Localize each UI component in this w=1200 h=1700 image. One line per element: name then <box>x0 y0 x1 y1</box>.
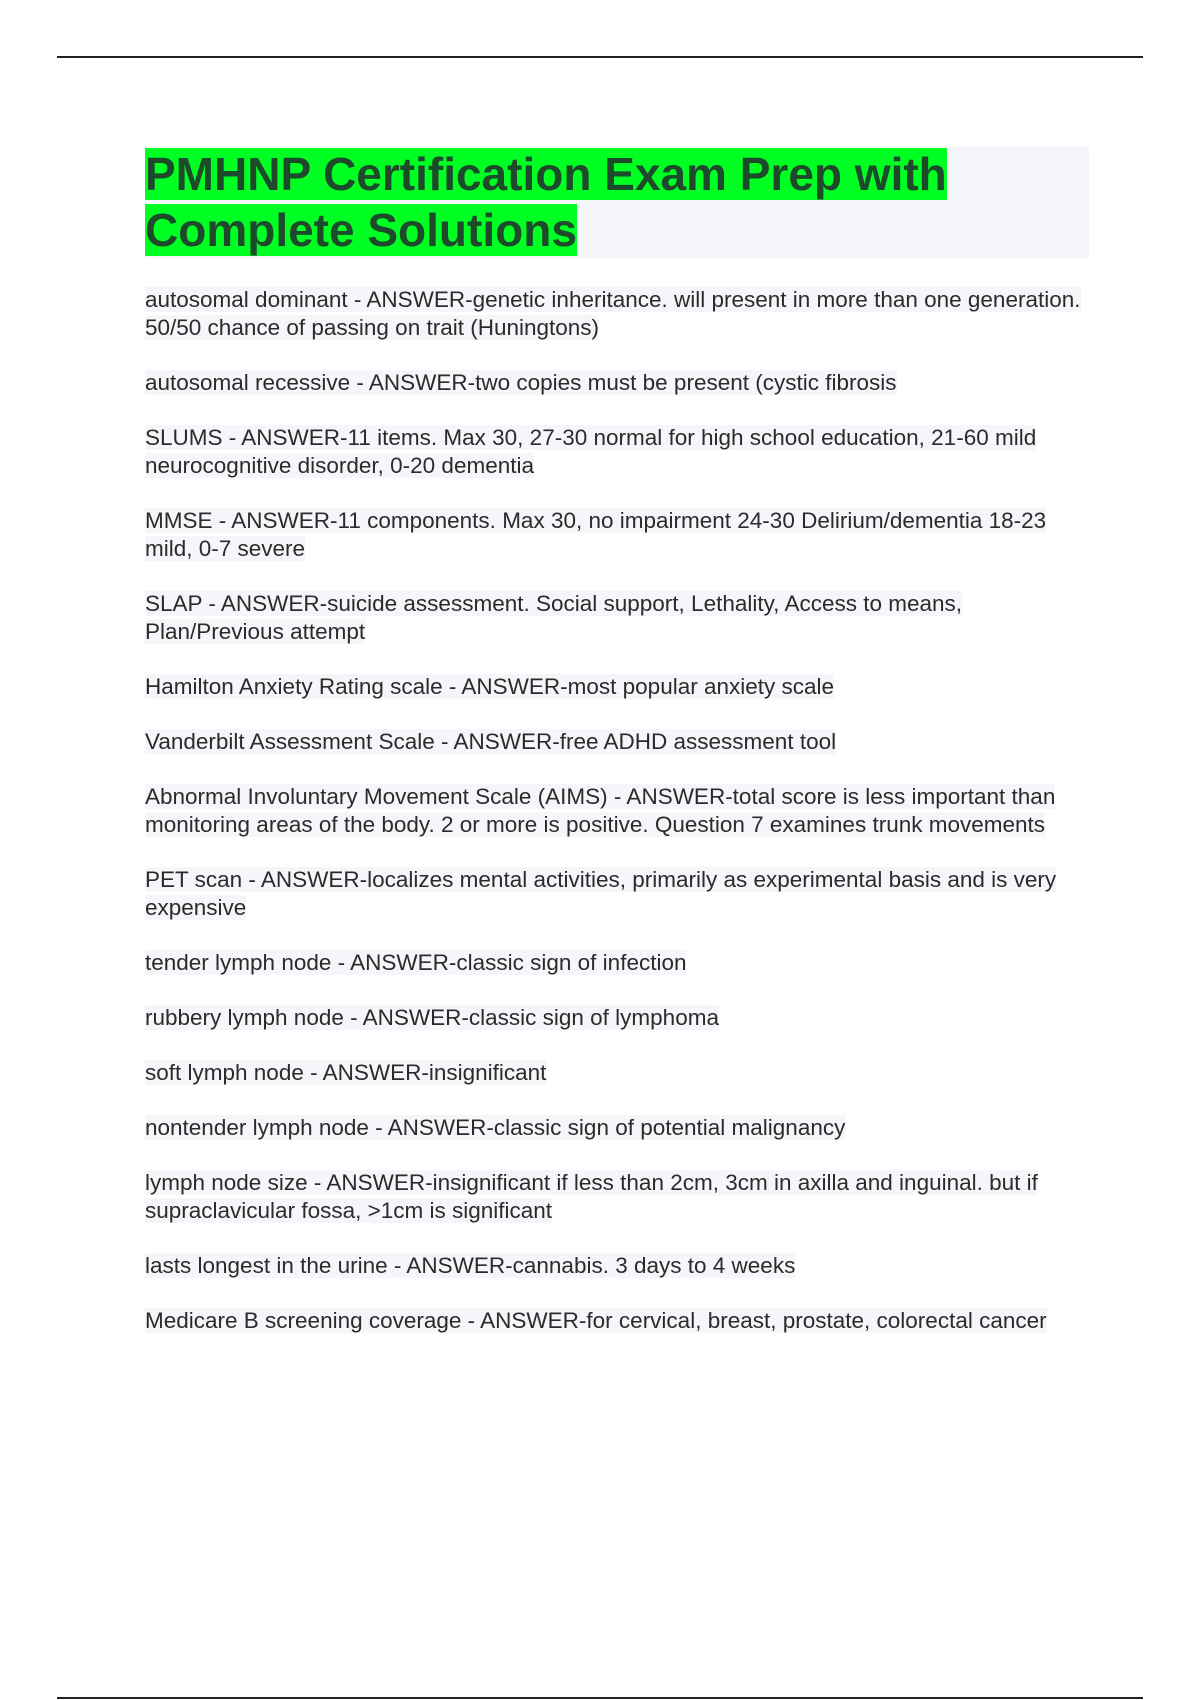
qa-text: SLAP - ANSWER-suicide assessment. Social support, Lethality, Access to means, Plan/Previous attempt <box>145 591 963 644</box>
qa-item <box>145 1004 1089 1032</box>
qa-text: PET scan - ANSWER-localizes mental activities, primarily as experimental basis and is very expensive <box>145 867 1057 920</box>
qa-item <box>145 507 1089 563</box>
title-line-2: Complete Solutions <box>145 204 577 256</box>
qa-item <box>145 1307 1089 1335</box>
qa-text: SLUMS - ANSWER-11 items. Max 30, 27-30 normal for high school education, 21-60 mild neurocognitive disorder, 0-20 dementia <box>145 425 1037 478</box>
document-body <box>145 146 1089 1362</box>
qa-text: Vanderbilt Assessment Scale - ANSWER-free ADHD assessment tool <box>145 729 837 754</box>
qa-text: autosomal recessive - ANSWER-two copies must be present (cystic fibrosis <box>145 370 897 395</box>
qa-text: rubbery lymph node - ANSWER-classic sign of lymphoma <box>145 1005 719 1030</box>
bottom-divider <box>57 1697 1143 1699</box>
qa-text: soft lymph node - ANSWER-insignificant <box>145 1060 547 1085</box>
qa-item <box>145 783 1089 839</box>
page-title <box>145 146 1089 258</box>
qa-text: Abnormal Involuntary Movement Scale (AIMS) - ANSWER-total score is less important than monitoring areas of the body. 2 or more is positive. Question 7 examines trunk movements <box>145 784 1056 837</box>
qa-item <box>145 949 1089 977</box>
qa-item <box>145 673 1089 701</box>
qa-text: nontender lymph node - ANSWER-classic sign of potential malignancy <box>145 1115 846 1140</box>
qa-item <box>145 866 1089 922</box>
qa-text: autosomal dominant - ANSWER-genetic inheritance. will present in more than one generation. 50/50 chance of passing on trait (Huningtons) <box>145 287 1081 340</box>
qa-text: tender lymph node - ANSWER-classic sign of infection <box>145 950 687 975</box>
title-line-1: PMHNP Certification Exam Prep with <box>145 148 947 200</box>
title-block <box>145 146 1089 258</box>
qa-text: MMSE - ANSWER-11 components. Max 30, no impairment 24-30 Delirium/dementia 18-23 mild, 0-7 severe <box>145 508 1047 561</box>
qa-item <box>145 1059 1089 1087</box>
qa-item <box>145 1252 1089 1280</box>
qa-item <box>145 286 1089 342</box>
qa-item <box>145 1169 1089 1225</box>
qa-item <box>145 1114 1089 1142</box>
qa-item <box>145 590 1089 646</box>
qa-text: lasts longest in the urine - ANSWER-cannabis. 3 days to 4 weeks <box>145 1253 796 1278</box>
qa-text: Medicare B screening coverage - ANSWER-for cervical, breast, prostate, colorectal cancer <box>145 1308 1047 1333</box>
top-divider <box>57 56 1143 58</box>
qa-text: Hamilton Anxiety Rating scale - ANSWER-most popular anxiety scale <box>145 674 835 699</box>
qa-item <box>145 369 1089 397</box>
qa-text: lymph node size - ANSWER-insignificant if less than 2cm, 3cm in axilla and inguinal. but if supraclavicular fossa, >1cm is significant <box>145 1170 1038 1223</box>
qa-item <box>145 728 1089 756</box>
qa-item <box>145 424 1089 480</box>
qa-list <box>145 286 1089 1335</box>
